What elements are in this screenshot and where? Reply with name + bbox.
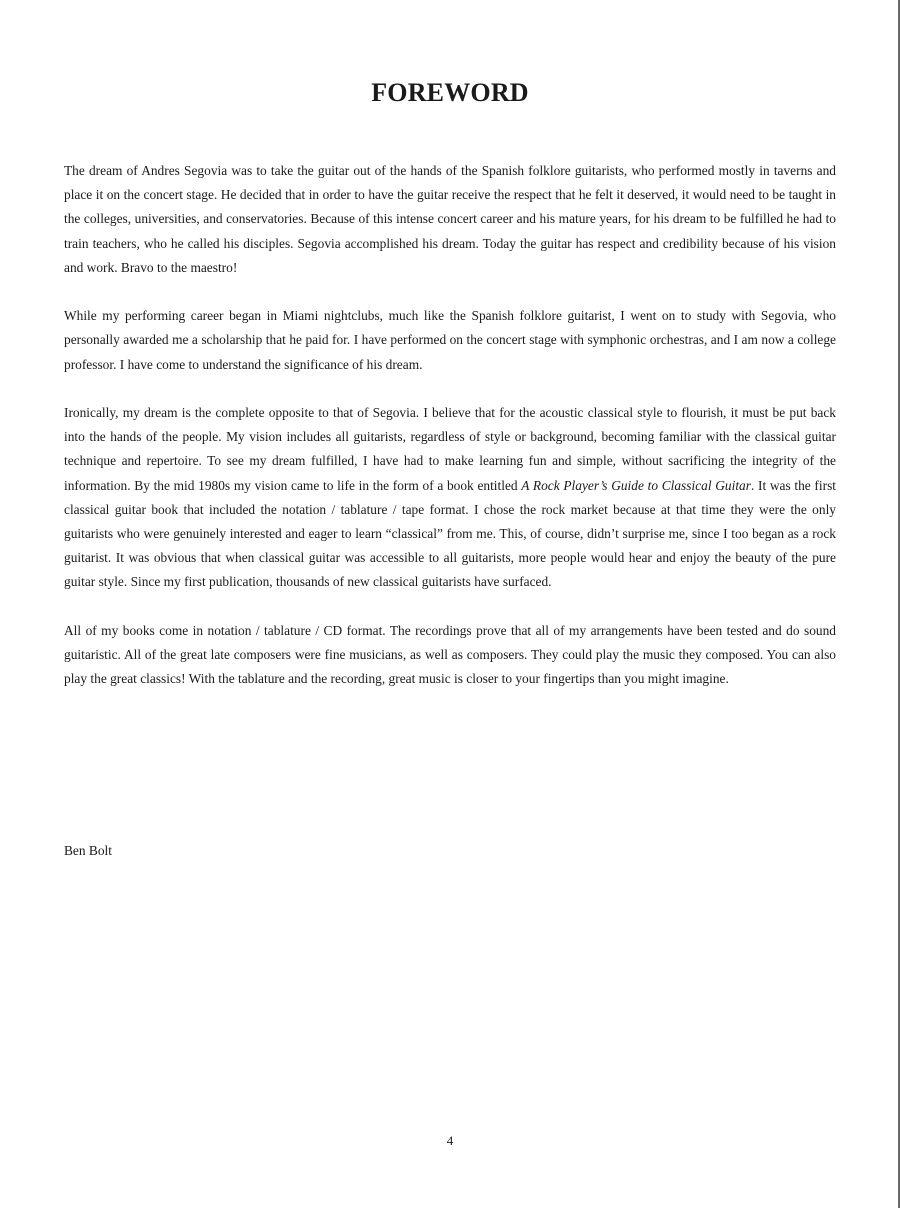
paragraph-3-text-start: Ironically, my dream is the complete opposite to that of Segovia. I believe that for the acoustic classical style to flourish, it must be put back into the hands of the people. My vision includes all guitarists, regardless of style or background, becoming familiar with the classical guitar technique and repertoire. To see my dream fulfilled, I have had to make learning fun and simple, without sacrificing the integrity of the information. By the mid 1980s my vision came to life in the form of a book entitled [64,405,836,493]
page-number: 4 [446,1133,454,1148]
book-title: A Rock Player’s Guide to Classical Guitar [521,477,751,493]
paragraph-4: All of my books come in notation / tablature / CD format. The recordings prove that all of my arrangements have been tested and do sound guitaristic. All of the great late composers were fine musicians, as well as composers. They could play the music they composed. You can also play the great classics! With the tablature and the recording, great music is closer to your fingertips than you might imagine. [64,622,836,687]
paragraph-2: While my performing career began in Miami nightclubs, much like the Spanish folklore guitarist, I went on to study with Segovia, who personally awarded me a scholarship that he paid for. I have performed on the concert stage with symphonic orchestras, and I am now a college professor. I have come to understand the significance of his dream. [64,308,836,372]
author-signature: Ben Bolt [64,843,112,858]
paragraph-1: The dream of Andres Segovia was to take the guitar out of the hands of the Spanish folklore guitarists, who performed mostly in taverns and place it on the concert stage. He decided that in order to have the guitar receive the respect that he felt it deserved, it would need to be taught in the colleges, universities, and conservatories. Because of this intense concert career and his mature years, for his dream to be fulfilled he had to train teachers, who he called his disciples. Segovia accomplished his dream. Today the guitar has respect and credibility because of his vision and work. Bravo to the maestro! [64,163,836,275]
document-page [64,0,836,1208]
foreword-body [64,159,836,716]
page-title: FOREWORD [371,78,529,107]
paragraph-3-text-end: . It was the first classical guitar book that included the notation / tablature / tape format. I chose the rock market because at that time they were the only guitarists who were genuinely interested and eager to learn “classical” from me. This, of course, didn’t surprise me, since I too began as a rock guitarist. It was obvious that when classical guitar was accessible to all guitarists, more people would hear and enjoy the beauty of the pure guitar style. Since my first publication, thousands of new classical guitarists have surfaced. [64,477,837,590]
paragraph-3 [64,401,836,595]
